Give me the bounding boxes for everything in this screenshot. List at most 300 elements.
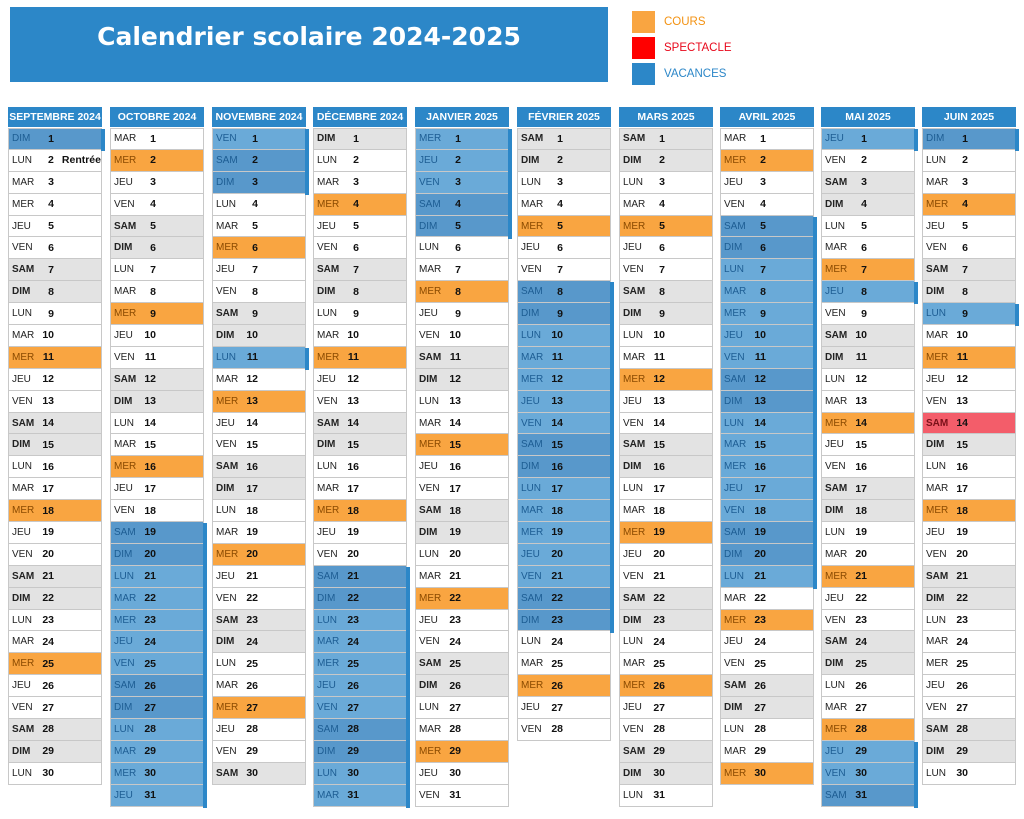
day-name: MER [317,658,340,670]
day-name: DIM [623,461,642,473]
day-number: 20 [956,548,968,561]
day-cell [922,216,1016,238]
day-number: 20 [855,548,867,561]
day-name: JEU [317,220,336,232]
day-number: 16 [855,460,867,473]
day-name: VEN [419,176,440,188]
day-number: 6 [557,241,563,254]
day-number: 6 [48,241,54,254]
day-cell [720,566,814,588]
day-name: SAM [317,723,339,735]
day-name: MER [419,745,442,757]
month-column [720,107,814,785]
day-cell [313,544,407,566]
day-cell [720,259,814,281]
day-name: DIM [926,439,945,451]
month-header: NOVEMBRE 2024 [212,107,306,127]
day-cell [821,522,915,544]
day-number: 23 [42,614,54,627]
day-cell [720,281,814,303]
day-cell [313,237,407,259]
day-number: 1 [455,132,461,145]
day-number: 24 [449,635,461,648]
legend-swatch [632,37,655,59]
day-number: 11 [144,351,156,364]
day-name: MAR [724,133,747,145]
day-number: 3 [760,176,766,189]
day-number: 25 [42,657,54,670]
day-name: JEU [825,133,844,145]
day-cell [821,478,915,500]
day-number: 11 [855,351,867,364]
day-cell [922,237,1016,259]
day-name: MAR [114,439,137,451]
day-cell [110,500,204,522]
day-number: 8 [557,285,563,298]
month-column [821,107,915,807]
day-number: 16 [449,460,461,473]
day-number: 12 [956,373,968,386]
day-name: MAR [623,658,646,670]
day-name: JEU [926,526,945,538]
vacances-bar [508,129,512,239]
day-cell [619,456,713,478]
day-name: LUN [825,373,846,385]
day-cell [415,588,509,610]
day-number: 18 [42,504,54,517]
day-name: LUN [926,154,947,166]
day-cell [821,325,915,347]
day-cell [821,347,915,369]
day-number: 19 [754,526,766,539]
day-cell [821,500,915,522]
day-number: 22 [855,592,867,605]
day-name: SAM [724,680,747,692]
day-cell [110,610,204,632]
day-cell [720,347,814,369]
day-number: 19 [449,526,461,539]
day-name: DIM [317,745,336,757]
day-number: 17 [449,482,461,495]
day-name: LUN [521,483,542,495]
day-cell [8,588,102,610]
day-name: LUN [317,154,338,166]
day-cell [110,456,204,478]
day-cell [110,216,204,238]
day-cell [212,325,306,347]
day-name: DIM [926,286,945,298]
day-name: VEN [623,570,644,582]
day-cell [415,697,509,719]
day-number: 29 [144,745,156,758]
day-number: 29 [246,745,258,758]
day-cell [110,763,204,785]
day-name: LUN [12,154,33,166]
day-cell [415,566,509,588]
day-name: MAR [114,592,137,604]
day-number: 2 [150,154,156,167]
day-number: 18 [347,504,359,517]
day-cell [313,216,407,238]
day-cell [212,675,306,697]
day-name: MAR [521,198,544,210]
calendar-title: Calendrier scolaire 2024-2025 [10,7,608,82]
vacances-bar [813,217,817,589]
day-name: VEN [521,264,542,276]
day-number: 14 [144,417,156,430]
day-name: SAM [317,570,339,582]
day-cell [8,456,102,478]
day-name: JEU [317,526,336,538]
day-cell [110,719,204,741]
day-cell [415,434,509,456]
day-number: 17 [347,482,359,495]
day-name: DIM [419,220,438,232]
day-number: 16 [42,460,54,473]
day-number: 19 [42,526,54,539]
day-number: 20 [347,548,359,561]
day-number: 30 [144,767,156,780]
day-name: SAM [623,133,646,145]
day-name: SAM [724,526,746,538]
day-name: VEN [216,439,237,451]
day-number: 16 [754,460,766,473]
day-name: DIM [317,592,336,604]
day-number: 4 [962,198,968,211]
vacances-bar [914,742,918,808]
day-number: 17 [855,482,867,495]
day-cell [8,237,102,259]
day-name: JEU [825,286,844,298]
day-cell [720,500,814,522]
day-name: DIM [317,286,336,298]
day-cell [619,237,713,259]
day-number: 21 [956,570,968,583]
day-name: SAM [825,483,848,495]
day-cell [313,391,407,413]
day-cell [110,522,204,544]
vacances-bar [305,129,309,195]
day-number: 7 [962,263,968,276]
day-cell [517,369,611,391]
day-cell [922,172,1016,194]
day-number: 13 [246,395,258,408]
day-cell [922,697,1016,719]
day-cell [821,150,915,172]
day-number: 17 [956,482,968,495]
day-name: MER [419,592,442,604]
day-cell [619,216,713,238]
day-cell [212,128,306,150]
day-name: DIM [521,614,540,626]
day-cell [517,653,611,675]
month-column [619,107,713,807]
day-number: 19 [855,526,867,539]
day-name: SAM [216,767,239,779]
day-cell [517,303,611,325]
day-number: 7 [150,263,156,276]
day-number: 22 [347,592,359,605]
day-name: MER [623,220,646,232]
day-cell [517,610,611,632]
day-cell [619,281,713,303]
day-name: DIM [926,592,945,604]
day-number: 23 [754,614,766,627]
day-name: DIM [419,373,438,385]
legend [632,9,732,87]
day-number: 24 [956,635,968,648]
day-number: 10 [42,329,54,342]
day-number: 3 [659,176,665,189]
day-name: SAM [317,417,340,429]
day-name: LUN [825,220,846,232]
day-number: 15 [754,438,766,451]
day-cell [619,610,713,632]
day-cell [8,325,102,347]
day-cell [8,719,102,741]
day-number: 3 [48,176,54,189]
day-name: JEU [419,614,438,626]
day-name: MAR [114,286,137,298]
day-name: SAM [216,154,238,166]
day-cell [922,588,1016,610]
day-cell [415,369,509,391]
day-cell [821,369,915,391]
day-name: VEN [825,308,846,320]
day-name: LUN [825,680,846,692]
day-name: VEN [724,198,745,210]
day-name: MER [623,680,646,692]
day-number: 11 [551,351,563,364]
day-cell [110,631,204,653]
day-name: DIM [724,242,743,254]
day-cell [619,434,713,456]
day-cell [313,172,407,194]
day-cell [922,763,1016,785]
day-number: 28 [449,723,461,736]
day-name: JEU [12,220,31,232]
day-name: VEN [216,745,237,757]
day-cell [922,303,1016,325]
day-number: 17 [551,482,563,495]
day-number: 7 [252,263,258,276]
day-number: 14 [42,417,54,430]
day-name: JEU [825,745,844,757]
day-name: LUN [926,614,947,626]
day-cell [313,150,407,172]
day-name: JEU [216,264,235,276]
day-name: LUN [623,636,644,648]
day-number: 4 [353,198,359,211]
day-name: SAM [724,220,746,232]
day-number: 15 [42,438,54,451]
day-number: 8 [353,285,359,298]
day-name: JEU [419,154,438,166]
day-number: 28 [551,723,563,736]
day-name: SAM [724,373,746,385]
day-cell [720,434,814,456]
day-number: 1 [760,132,766,145]
day-cell [922,325,1016,347]
day-name: MAR [12,176,35,188]
day-number: 21 [246,570,258,583]
day-number: 6 [760,241,766,254]
day-cell [619,522,713,544]
day-number: 26 [855,679,867,692]
day-number: 13 [653,395,665,408]
day-cell [8,150,102,172]
day-cell [212,347,306,369]
day-number: 10 [754,329,766,342]
day-number: 22 [42,592,54,605]
day-number: 2 [252,154,258,167]
day-cell [415,478,509,500]
day-number: 11 [347,351,359,364]
day-name: LUN [724,417,745,429]
day-cell [619,653,713,675]
day-name: MAR [216,526,239,538]
day-number: 1 [252,132,258,145]
day-cell [517,675,611,697]
day-cell [821,697,915,719]
day-number: 13 [449,395,461,408]
day-name: VEN [114,505,135,517]
day-cell [212,610,306,632]
day-number: 15 [347,438,359,451]
day-number: 24 [653,635,665,648]
day-number: 8 [659,285,665,298]
day-name: MER [521,373,544,385]
month-header: JANVIER 2025 [415,107,509,127]
day-cell [313,369,407,391]
day-name: MAR [317,789,340,801]
day-number: 18 [855,504,867,517]
day-cell [415,259,509,281]
day-cell [720,631,814,653]
day-cell [313,741,407,763]
day-name: VEN [825,767,846,779]
day-cell [110,434,204,456]
day-cell [517,216,611,238]
day-number: 7 [557,263,563,276]
day-name: JEU [216,570,235,582]
day-cell [8,763,102,785]
day-cell [821,391,915,413]
day-cell [212,216,306,238]
day-name: VEN [521,570,542,582]
day-name: MER [926,198,949,210]
day-cell [619,588,713,610]
day-name: JEU [623,548,642,560]
day-number: 20 [42,548,54,561]
day-number: 17 [144,482,156,495]
day-cell [110,478,204,500]
day-number: 30 [246,767,258,780]
day-number: 17 [653,482,665,495]
day-number: 13 [956,395,968,408]
day-number: 22 [144,592,156,605]
day-number: 3 [353,176,359,189]
day-number: 27 [246,701,258,714]
day-number: 16 [144,460,156,473]
day-number: 4 [150,198,156,211]
day-name: SAM [12,264,35,276]
day-name: SAM [521,439,543,451]
day-name: MAR [12,329,35,341]
day-number: 31 [144,789,156,802]
day-number: 18 [956,504,968,517]
day-name: DIM [216,636,235,648]
day-number: 28 [653,723,665,736]
day-cell [517,413,611,435]
day-name: SAM [12,723,35,735]
day-cell [619,303,713,325]
day-cell [922,150,1016,172]
day-cell [720,675,814,697]
day-number: 6 [353,241,359,254]
day-name: LUN [114,723,135,735]
day-cell [821,763,915,785]
day-cell [415,128,509,150]
day-cell [720,763,814,785]
day-name: VEN [12,548,33,560]
day-name: SAM [114,373,137,385]
day-number: 1 [861,132,867,145]
month-column [922,107,1016,785]
day-name: VEN [12,395,33,407]
day-cell [313,675,407,697]
day-name: MER [623,526,646,538]
day-number: 18 [449,504,461,517]
day-cell [517,150,611,172]
day-cell [821,544,915,566]
day-name: DIM [419,680,438,692]
vacances-bar [203,523,207,808]
day-number: 24 [144,635,156,648]
day-number: 5 [659,220,665,232]
day-name: DIM [825,505,844,517]
day-name: LUN [216,505,237,517]
month-column [110,107,204,807]
day-name: SAM [12,570,35,582]
day-cell [821,303,915,325]
day-name: SAM [419,658,442,670]
day-number: 12 [42,373,54,386]
day-name: VEN [825,614,846,626]
legend-item [632,9,732,35]
day-cell [212,500,306,522]
day-cell [212,566,306,588]
day-name: LUN [825,526,846,538]
day-cell [313,653,407,675]
day-cell [212,719,306,741]
day-number: 27 [449,701,461,714]
day-name: MER [216,242,239,254]
day-name: LUN [317,308,338,320]
day-name: SAM [419,505,442,517]
day-name: DIM [114,702,133,714]
day-cell [8,544,102,566]
day-number: 13 [754,395,766,408]
day-number: 9 [150,307,156,320]
day-cell [922,478,1016,500]
day-name: MER [926,351,949,363]
day-name: SAM [12,417,35,429]
day-number: 29 [754,745,766,758]
day-cell [110,128,204,150]
day-name: SAM [623,745,646,757]
day-number: 22 [754,592,766,605]
